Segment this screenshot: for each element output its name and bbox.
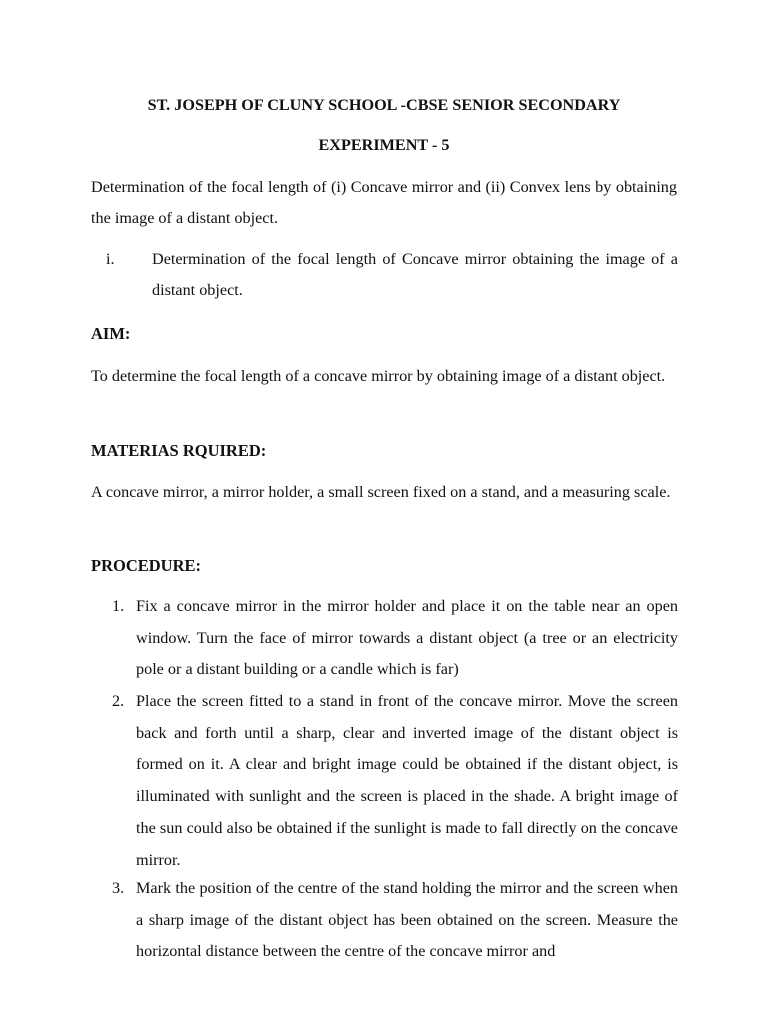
sub-item-text: Determination of the focal length of Concave mirror obtaining the image of a distant object. xyxy=(152,250,678,299)
sub-item-marker: i. xyxy=(106,250,115,268)
intro-paragraph: Determination of the focal length of (i) Concave mirror and (ii) Convex lens by obtaining the image of a distant object. xyxy=(91,178,677,227)
procedure-step-text: Place the screen fitted to a stand in front of the concave mirror. Move the screen back and forth until a sharp, clear and inverted image of the distant object is formed on it. A clear and bright image could be obtained if the distant object, is illuminated with sunlight and the screen is placed in the shade. A bright image of the sun could also be obtained if the sunlight is made to fall directly on the concave mirror. xyxy=(136,692,678,869)
aim-heading: AIM: xyxy=(91,324,131,343)
procedure-step-marker: 1. xyxy=(112,597,125,615)
procedure-heading: PROCEDURE: xyxy=(91,556,201,575)
procedure-step-marker: 3. xyxy=(112,879,125,897)
aim-text: To determine the focal length of a concave mirror by obtaining image of a distant object. xyxy=(91,367,666,385)
materials-heading: MATERIAS RQUIRED: xyxy=(91,441,267,460)
procedure-step-text: Mark the position of the centre of the stand holding the mirror and the screen when a sharp image of the distant object has been obtained on the screen. Measure the horizontal distance between the centre of the concave mirror and xyxy=(136,879,678,961)
procedure-step-marker: 2. xyxy=(112,692,125,710)
procedure-step-text: Fix a concave mirror in the mirror holder and place it on the table near an open window. Turn the face of mirror towards a distant object (a tree or an electricity pole or a distant building or a candle which is far) xyxy=(136,597,678,679)
experiment-title: EXPERIMENT - 5 xyxy=(318,136,450,154)
school-title: ST. JOSEPH OF CLUNY SCHOOL -CBSE SENIOR SECONDARY xyxy=(147,96,621,114)
materials-text: A concave mirror, a mirror holder, a small screen fixed on a stand, and a measuring scale. xyxy=(91,483,671,501)
